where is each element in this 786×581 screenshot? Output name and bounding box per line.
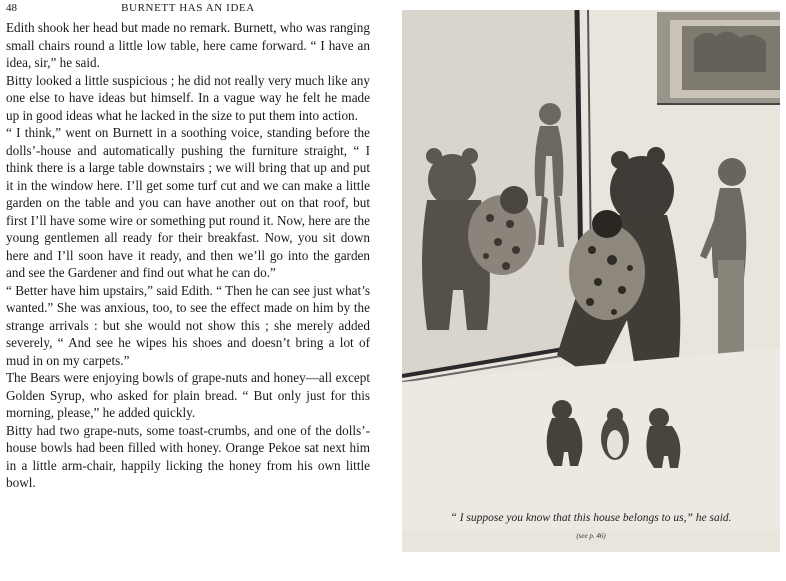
- page-reference: (see p. 46): [576, 532, 606, 540]
- illustration-caption: “ I suppose you know that this house belongs to us,” he said.: [450, 512, 732, 524]
- body-text: [6, 19, 370, 492]
- paragraph: “ I think,” went on Burnett in a soothing voice, standing before the dolls’-house and automatically pushing the furniture straight, “ I think there is a large table downstairs ; we will bring that up and put it in the window here. I’ll get some turf cut and we can make a little garden on the table and you can have another out on that roof, but first I’ll have some wire or something put round it. Now, here are the young gentlemen all ready for their breakfast. Now, you sit down here and I’ll soon have it ready, and then we’ll go into the garden and see the Gardener and find out what he can do.”: [6, 125, 370, 280]
- bears-mirror-illustration: [402, 10, 780, 552]
- running-head: [6, 2, 370, 16]
- page-number: 48: [6, 2, 17, 14]
- text-page: [0, 0, 384, 581]
- paragraph: Bitty had two grape-nuts, some toast-crumbs, and one of the dolls’-house bowls had been filled with honey. Orange Pekoe sat next him in a little arm-chair, happily licking the honey from his own little bowl.: [6, 422, 370, 490]
- paragraph: Edith shook her head but made no remark. Burnett, who was ranging small chairs round a little low table, here came forward. “ I have an idea, sir,” he said.: [6, 20, 370, 70]
- chapter-title: BURNETT HAS AN IDEA: [121, 2, 255, 14]
- paragraph: “ Better have him upstairs,” said Edith. “ Then he can see just what’s wanted.” She was anxious, too, to see the effect made on him by the strange arrivals : but she would not show this ; she merely added severely, “ And see he wipes his shoes and doesn’t bring a lot of mud in on my carpets.”: [6, 282, 370, 368]
- paragraph: The Bears were enjoying bowls of grape-nuts and honey—all except Golden Syrup, who asked for plain bread. “ But only just for this morning, please,” he added quickly.: [6, 370, 370, 420]
- paragraph: Bitty looked a little suspicious ; he did not really very much like any one else to have ideas but himself. In a vague way he felt he made up in good ideas what he lacked in the size to put them into action.: [6, 72, 370, 123]
- standing-bear-right: [700, 158, 746, 355]
- picture-frame: [657, 12, 780, 104]
- illustration-page: [402, 10, 780, 552]
